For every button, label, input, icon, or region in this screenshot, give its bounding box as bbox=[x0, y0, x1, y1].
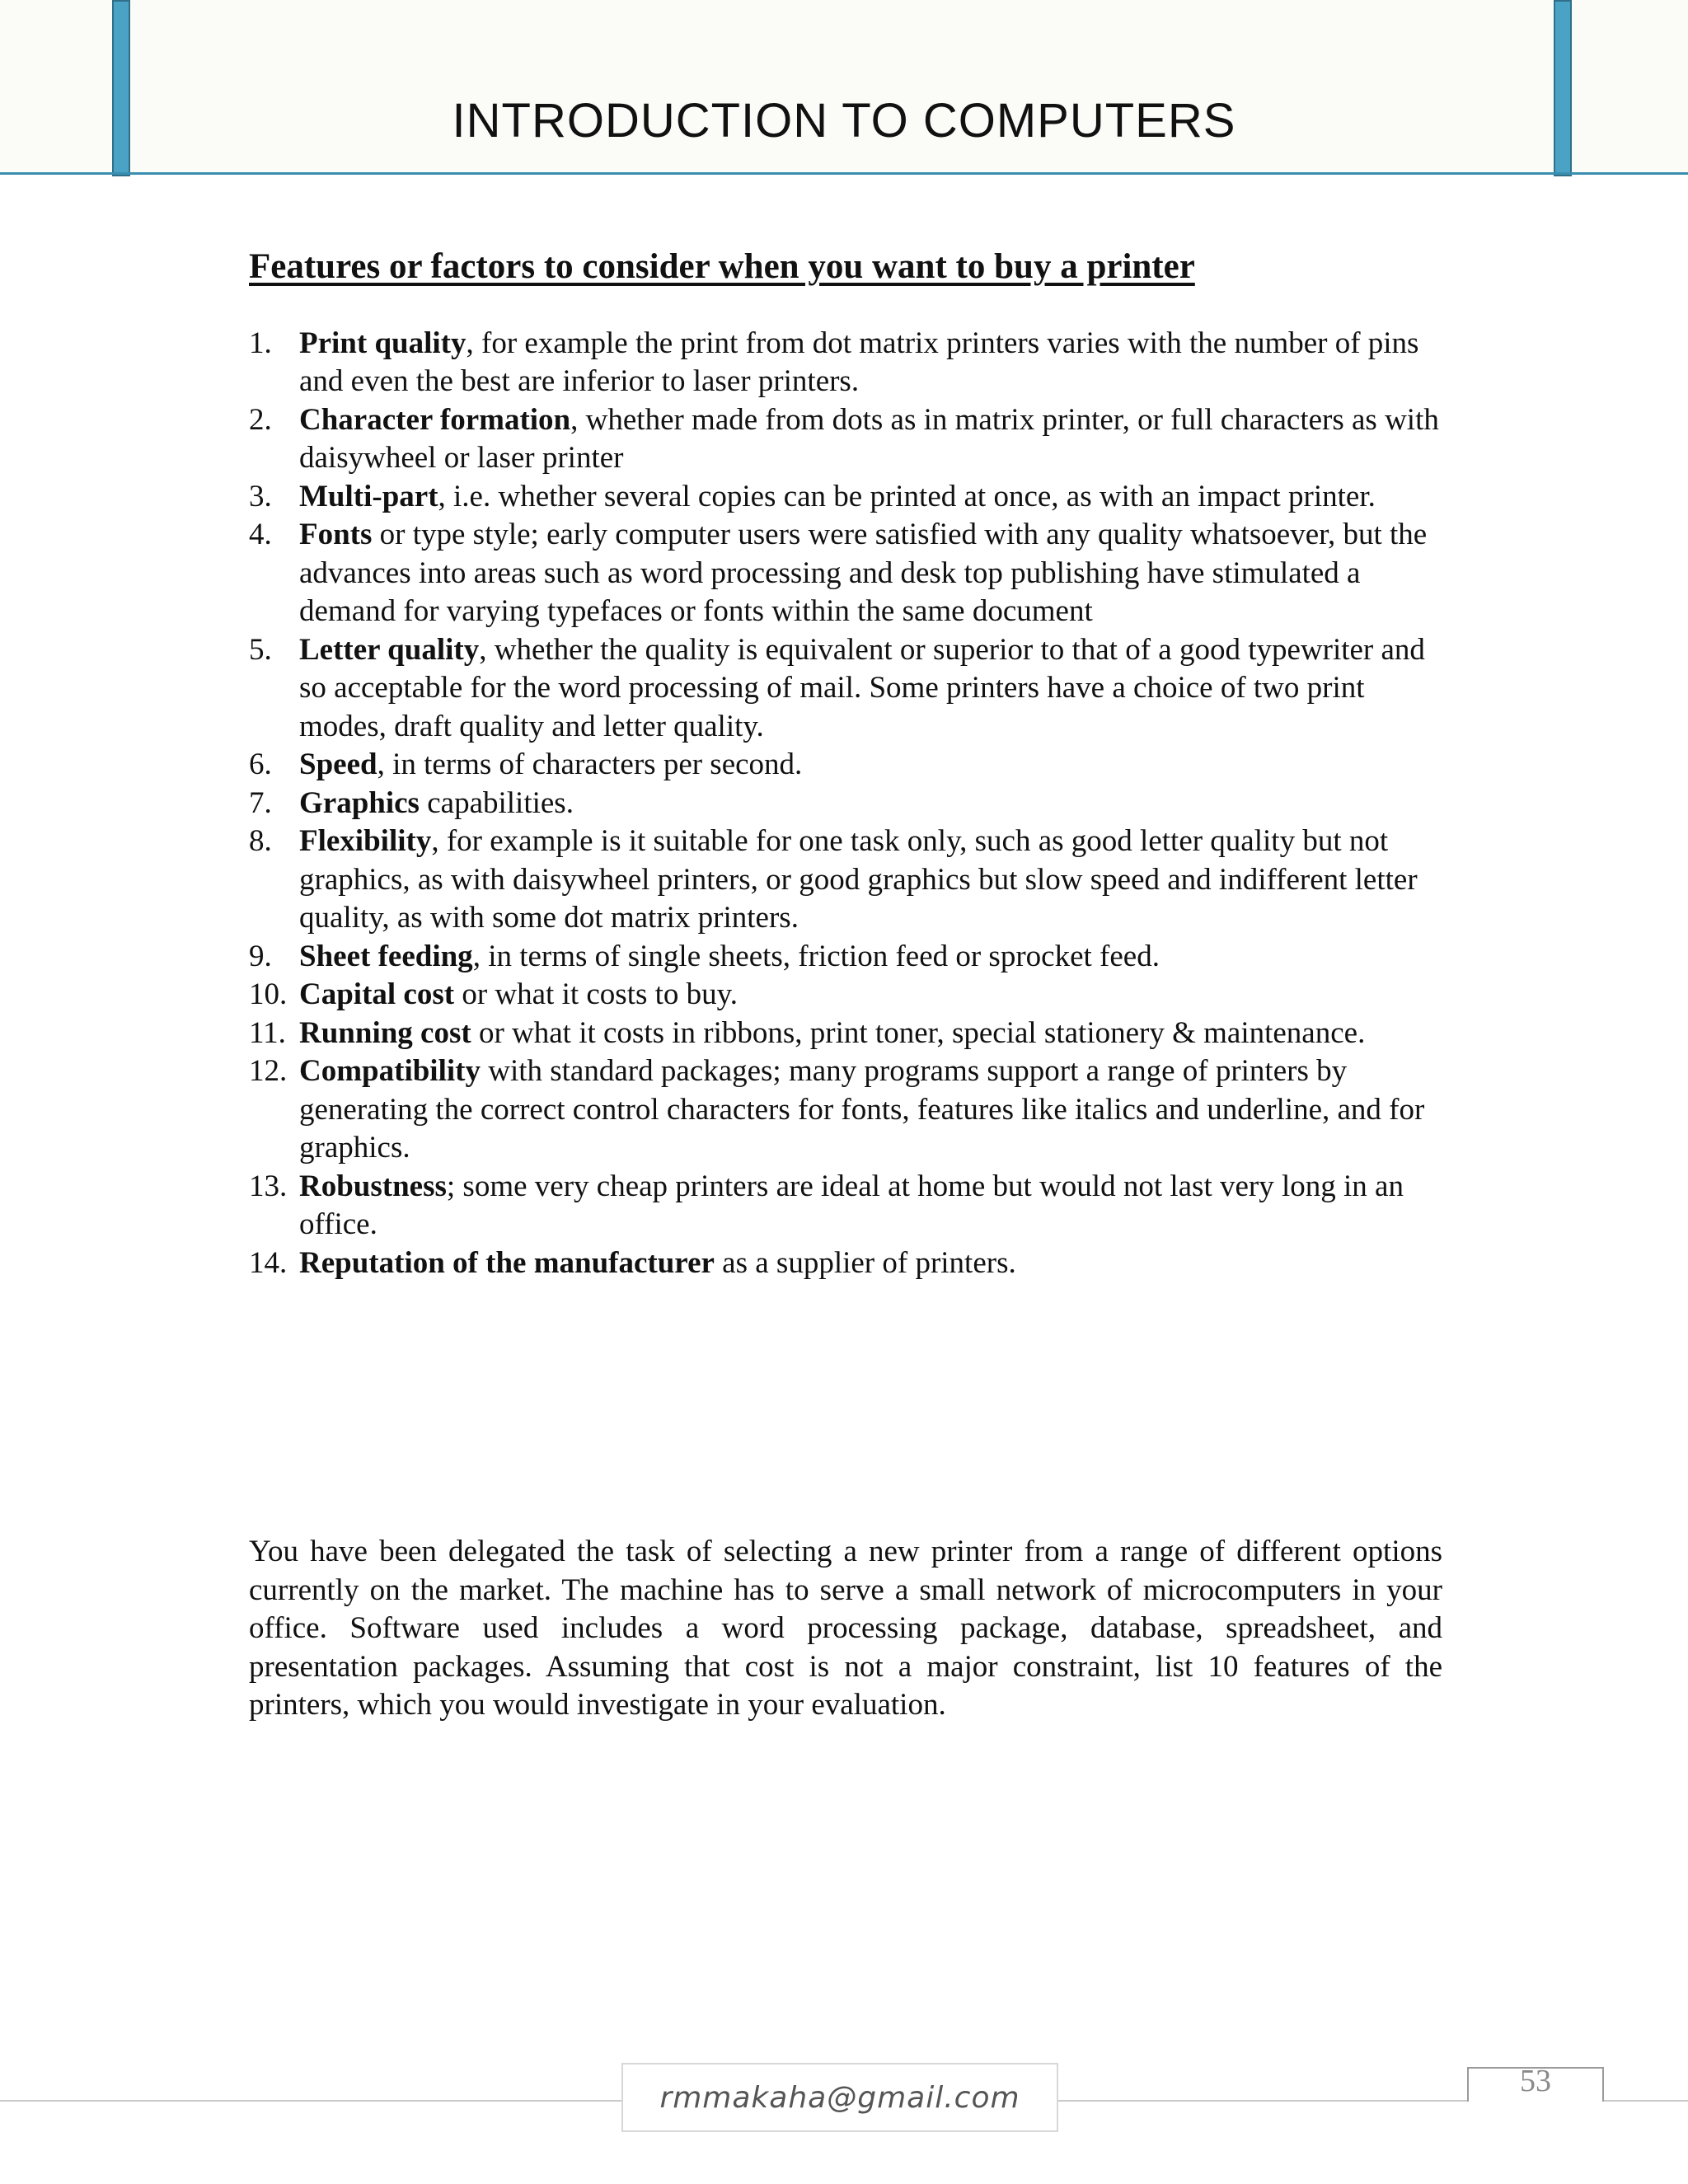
header-accent-bar-left bbox=[112, 0, 130, 176]
list-item-number: 9. bbox=[249, 939, 272, 973]
list-item-text: , in terms of single sheets, friction feed or sprocket feed. bbox=[472, 939, 1160, 973]
list-item-number: 6. bbox=[249, 748, 272, 782]
list-item-term: Letter quality bbox=[299, 632, 480, 667]
list-item-term: Character formation bbox=[299, 402, 571, 437]
feature-list bbox=[249, 325, 1442, 1283]
list-item bbox=[249, 746, 1442, 785]
footer-email: rmmakaha@gmail.com bbox=[621, 2063, 1058, 2132]
list-item-term: Graphics bbox=[299, 785, 420, 820]
list-item bbox=[249, 631, 1442, 747]
list-item-text: , whether the quality is equivalent or superior to that of a good typewriter and so acceptable for the word processing of mail. Some printers have a choice of two print modes, draft quality and letter quality. bbox=[299, 632, 1425, 743]
list-item bbox=[249, 823, 1442, 938]
list-item-text: capabilities. bbox=[419, 785, 574, 820]
list-item-term: Running cost bbox=[299, 1015, 471, 1050]
list-item-text: , whether made from dots as in matrix printer, or full characters as with daisywheel or laser printer bbox=[299, 402, 1439, 476]
list-item bbox=[249, 1168, 1442, 1244]
list-item-number: 2. bbox=[249, 402, 272, 437]
page-header bbox=[0, 0, 1688, 175]
list-item-text: , for example is it suitable for one task only, such as good letter quality but not graphics, as with daisywheel printers, or good graphics but slow speed and indifferent letter quality, as with some dot matrix printers. bbox=[299, 824, 1418, 935]
list-item-text: , i.e. whether several copies can be printed at once, as with an impact printer. bbox=[438, 479, 1376, 513]
list-item-text: , for example the print from dot matrix printers varies with the number of pins and even the best are inferior to laser printers. bbox=[299, 326, 1419, 399]
list-item-term: Multi-part bbox=[299, 479, 438, 513]
task-paragraph: You have been delegated the task of selecting a new printer from a range of different options currently on the market. The machine has to serve a small network of microcomputers in your office. Software used includes a word processing package, database, spreadsheet, and presentation packages. Assuming that cost is not a major constraint, list 10 features of the printers, which you would investigate in your evaluation. bbox=[249, 1535, 1442, 1722]
list-item-number: 7. bbox=[249, 785, 272, 820]
header-divider bbox=[0, 172, 1688, 175]
header-accent-bar-right bbox=[1554, 0, 1572, 176]
list-item bbox=[249, 325, 1442, 401]
list-item-number: 8. bbox=[249, 824, 272, 859]
main-content bbox=[249, 246, 1442, 1282]
footer-rule-left bbox=[0, 2100, 623, 2102]
list-item-number: 1. bbox=[249, 326, 272, 360]
list-item-term: Speed bbox=[299, 748, 377, 782]
list-item-number: 12. bbox=[249, 1054, 288, 1089]
list-item-text: with standard packages; many programs support a range of printers by generating the correct control characters for fonts, features like italics and underline, and for graphics. bbox=[299, 1054, 1425, 1165]
list-item bbox=[249, 1052, 1442, 1168]
list-item-text: ; some very cheap printers are ideal at home but would not last very long in an office. bbox=[299, 1169, 1404, 1242]
list-item-term: Reputation of the manufacturer bbox=[299, 1245, 715, 1280]
list-item bbox=[249, 1015, 1442, 1053]
list-item-number: 11. bbox=[249, 1015, 286, 1050]
list-item bbox=[249, 478, 1442, 517]
list-item bbox=[249, 785, 1442, 823]
list-item-number: 10. bbox=[249, 977, 288, 1012]
document-title: INTRODUCTION TO COMPUTERS bbox=[452, 94, 1236, 148]
list-item-number: 14. bbox=[249, 1245, 288, 1280]
list-item-number: 5. bbox=[249, 632, 272, 667]
list-item-text: as a supplier of printers. bbox=[714, 1245, 1016, 1280]
list-item-term: Sheet feeding bbox=[299, 939, 473, 973]
footer-rule-middle bbox=[1057, 2100, 1468, 2102]
list-item bbox=[249, 938, 1442, 977]
list-item bbox=[249, 1244, 1442, 1283]
list-item-term: Compatibility bbox=[299, 1054, 481, 1089]
footer-rule-right bbox=[1602, 2100, 1688, 2102]
list-item-number: 13. bbox=[249, 1169, 288, 1203]
list-item bbox=[249, 976, 1442, 1015]
list-item-text: or what it costs to buy. bbox=[454, 977, 738, 1012]
list-item-number: 4. bbox=[249, 518, 272, 552]
page-number: 53 bbox=[1467, 2067, 1604, 2102]
list-item-term: Flexibility bbox=[299, 824, 432, 859]
list-item-number: 3. bbox=[249, 479, 272, 513]
list-item-term: Robustness bbox=[299, 1169, 447, 1203]
list-item-term: Fonts bbox=[299, 518, 373, 552]
list-item-text: or type style; early computer users were satisfied with any quality whatsoever, but the advances into areas such as word processing and desk top publishing have stimulated a demand for varying typefaces or fonts within the same document bbox=[299, 518, 1428, 629]
list-item-text: , in terms of characters per second. bbox=[377, 748, 803, 782]
list-item-term: Capital cost bbox=[299, 977, 455, 1012]
list-item bbox=[249, 516, 1442, 631]
section-heading: Features or factors to consider when you want to buy a printer bbox=[249, 247, 1195, 286]
list-item bbox=[249, 401, 1442, 478]
list-item-text: or what it costs in ribbons, print toner, special stationery & maintenance. bbox=[471, 1015, 1366, 1050]
list-item-term: Print quality bbox=[299, 326, 467, 360]
